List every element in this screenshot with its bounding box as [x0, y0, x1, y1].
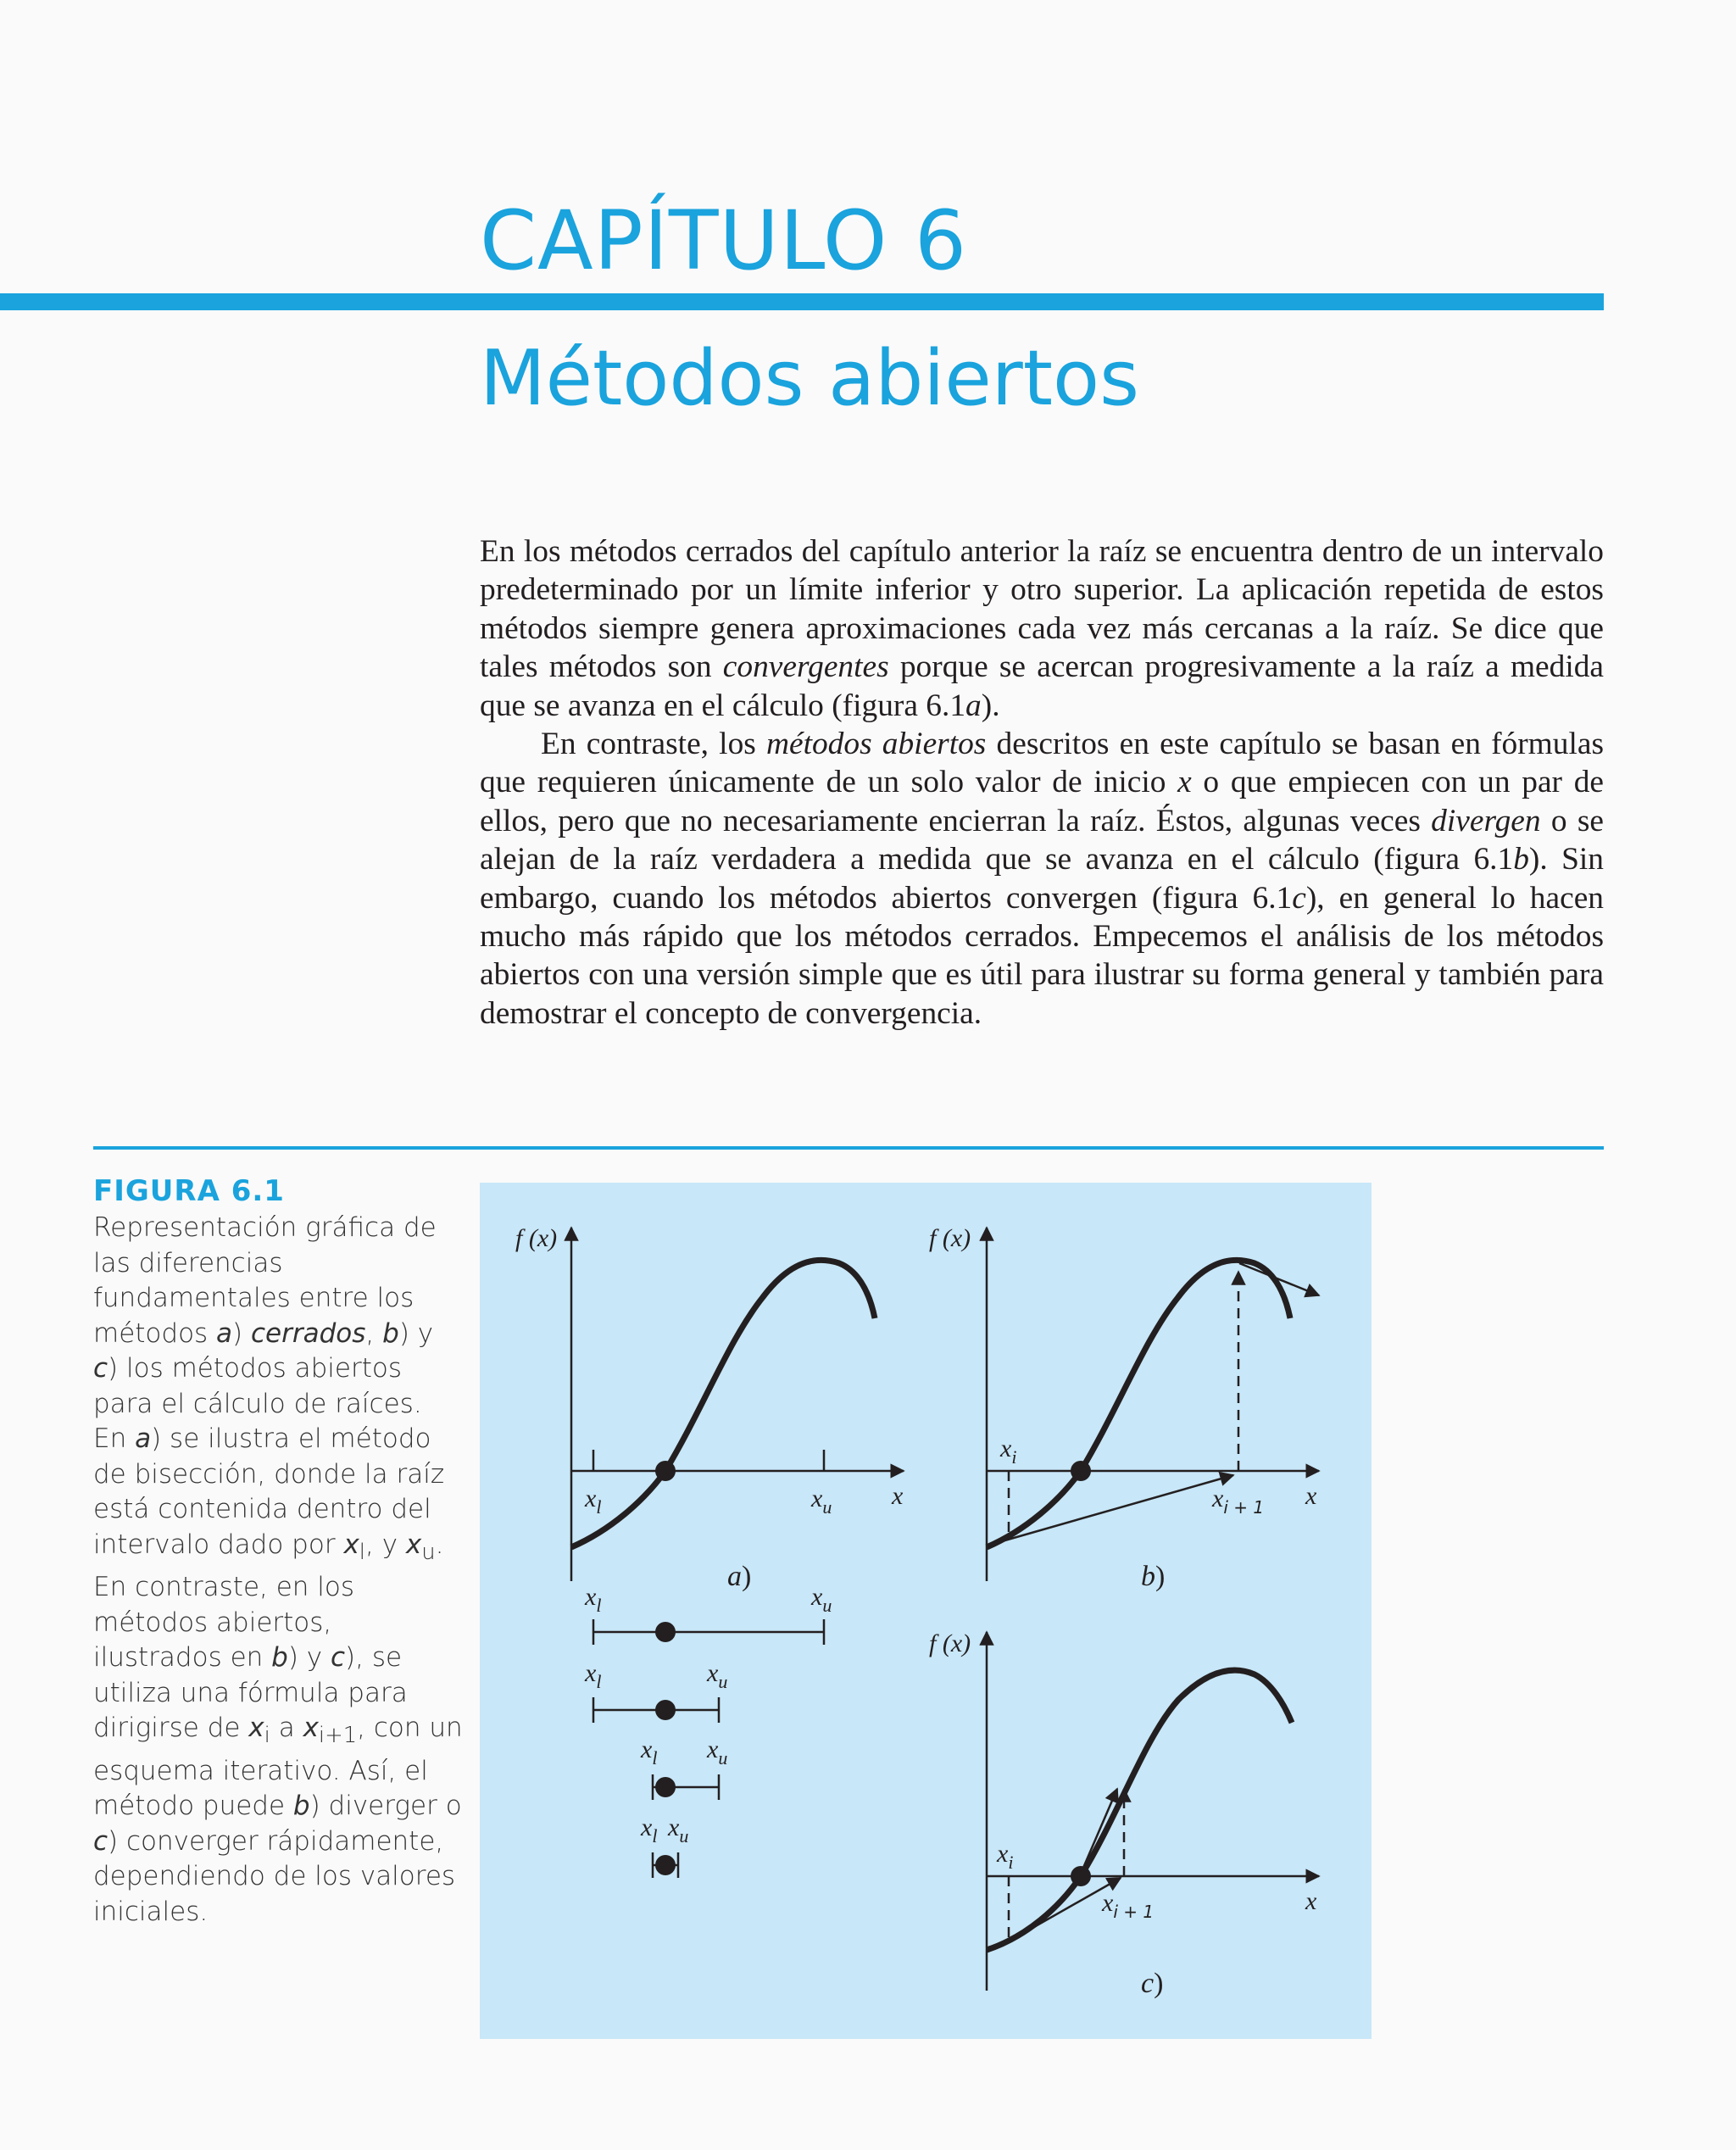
caption-run: , y [364, 1529, 406, 1560]
text-run: porque se acercan progresivamente a la raíz a medida que se avanza en el cálculo (figura 6.1 [480, 649, 1604, 723]
text-run: En los métodos cerrados del capítulo anterior la raíz se encuentra dentro de un intervalo predeterminado por un límite inferior y otro superior. La aplicación repetida de estos métodos siempre genera aproximaciones cada vez más cercanas a la raíz. Se dice que tales métodos son [480, 534, 1604, 685]
caption-run: a [270, 1713, 303, 1744]
caption-sub: i [264, 1723, 270, 1749]
caption-em: a [216, 1317, 233, 1349]
root-point [655, 1777, 676, 1797]
label-xl: $x_l$ [641, 1813, 658, 1846]
tangent-line [990, 1475, 1233, 1545]
label-xu: $x_u$ [811, 1484, 832, 1518]
bisection-step-1 [584, 1583, 832, 1645]
root-point [655, 1855, 676, 1875]
label-xl: $x_l$ [585, 1484, 602, 1518]
label-xi: $x_i$ [997, 1840, 1014, 1873]
label-xl: $x_l$ [585, 1659, 602, 1692]
emphasis: divergen [1431, 803, 1541, 838]
panel-label-c: c) [1141, 1968, 1164, 1999]
label-xi-plus-1: $x_{i + 1}$ [1102, 1889, 1155, 1922]
panel-label-b: b) [1141, 1561, 1166, 1592]
panel-a [515, 1224, 904, 1878]
bisection-step-4 [640, 1813, 688, 1878]
caption-em: b [292, 1791, 310, 1822]
caption-run: ) y [398, 1317, 434, 1349]
caption-em: c [331, 1642, 346, 1674]
label-xu: $x_u$ [707, 1735, 728, 1768]
text-run: o se alejan de la raíz verdadera a medida que se avanza en el cálculo (figura 6.1 [480, 803, 1604, 877]
y-axis-label: f (x) [929, 1629, 971, 1657]
caption-run: ) se ilustra el método de bisección, donde la raíz está contenida dentro del intervalo dado por [93, 1423, 445, 1560]
emphasis: a [965, 688, 982, 723]
root-point [1071, 1866, 1091, 1886]
panel-b [929, 1224, 1319, 1592]
label-xu: $x_u$ [811, 1583, 832, 1616]
panel-c [929, 1629, 1319, 1999]
x-axis-label: x [1305, 1887, 1317, 1915]
y-axis-label: f (x) [515, 1224, 558, 1252]
chapter-label: CAPÍTULO 6 [480, 193, 968, 288]
x-axis-label: x [1305, 1482, 1317, 1510]
caption-run: . En contraste, en los métodos abiertos, ilustrados en [93, 1529, 444, 1674]
emphasis: convergentes [722, 649, 889, 685]
caption-run: , con un esquema iterativo. Así, el método puede [93, 1713, 463, 1822]
label-xu: $x_u$ [668, 1813, 689, 1846]
bisection-step-3 [640, 1735, 727, 1800]
caption-em: x [343, 1529, 359, 1560]
y-axis-label: f (x) [929, 1224, 971, 1252]
root-point [655, 1461, 676, 1481]
emphasis: b [1513, 842, 1529, 877]
emphasis: c [1292, 880, 1306, 916]
caption-run: ), se utiliza una fórmula para dirigirse de [93, 1642, 408, 1744]
caption-em: x [405, 1529, 422, 1560]
caption-run: ) los métodos abiertos para el cálculo de raíces. En [93, 1353, 422, 1454]
caption-run: , [365, 1317, 383, 1349]
caption-em: b [271, 1642, 288, 1674]
panel-label-a: a) [727, 1561, 752, 1592]
caption-sub: i+1 [318, 1723, 358, 1749]
caption-run: ) diverger o [309, 1791, 462, 1822]
caption-sub: l [359, 1539, 365, 1565]
caption-em: c [93, 1353, 108, 1384]
label-xl: $x_l$ [641, 1735, 658, 1768]
root-point [655, 1700, 676, 1720]
x-axis-label: x [892, 1482, 904, 1510]
caption-em: c [93, 1825, 108, 1857]
caption-em: a [135, 1423, 152, 1454]
text-run: o que empiecen con un par de ellos, pero que no necesariamente encierran la raíz. Éstos, algunas veces [480, 765, 1604, 838]
text-run: ), en general lo hacen mucho más rápido que los métodos cerrados. Empecemos el análisis de los métodos abiertos con una versión simple que es útil para ilustrar su forma general y también para demostrar el concepto de convergencia. [480, 880, 1604, 1031]
caption-em: x [303, 1713, 319, 1744]
figure-label: FIGURA 6.1 [93, 1174, 285, 1208]
tangent-line [1081, 1789, 1117, 1874]
label-xi: $x_i$ [1000, 1434, 1017, 1468]
text-run: ). Sin embargo, cuando los métodos abiertos convergen (figura 6.1 [480, 842, 1604, 916]
caption-run: ) converger rápidamente, dependiendo de los valores iniciales. [93, 1825, 456, 1927]
bisection-step-2 [584, 1659, 727, 1723]
emphasis: métodos abiertos [766, 727, 987, 762]
caption-run: ) [232, 1317, 251, 1349]
caption-em: x [248, 1713, 264, 1744]
text-run: En contraste, los [541, 727, 766, 762]
emphasis: x [1177, 765, 1192, 800]
caption-run: Representación gráfica de las diferencias fundamentales entre los métodos [93, 1212, 437, 1349]
text-run: descritos en este capítulo se basan en fórmulas que requieren únicamente de un solo valor de inicio [480, 727, 1604, 800]
root-point [655, 1622, 676, 1642]
caption-run: ) y [287, 1642, 331, 1674]
label-xl: $x_l$ [585, 1583, 602, 1616]
caption-em: b [382, 1317, 399, 1349]
root-point [1071, 1461, 1091, 1481]
text-run: ). [981, 688, 1000, 723]
caption-em: cerrados [251, 1317, 366, 1349]
label-xi-plus-1: $x_{i + 1}$ [1212, 1484, 1265, 1518]
chapter-title: Métodos abiertos [480, 334, 1139, 423]
label-xu: $x_u$ [707, 1659, 728, 1692]
caption-sub: u [421, 1539, 436, 1565]
